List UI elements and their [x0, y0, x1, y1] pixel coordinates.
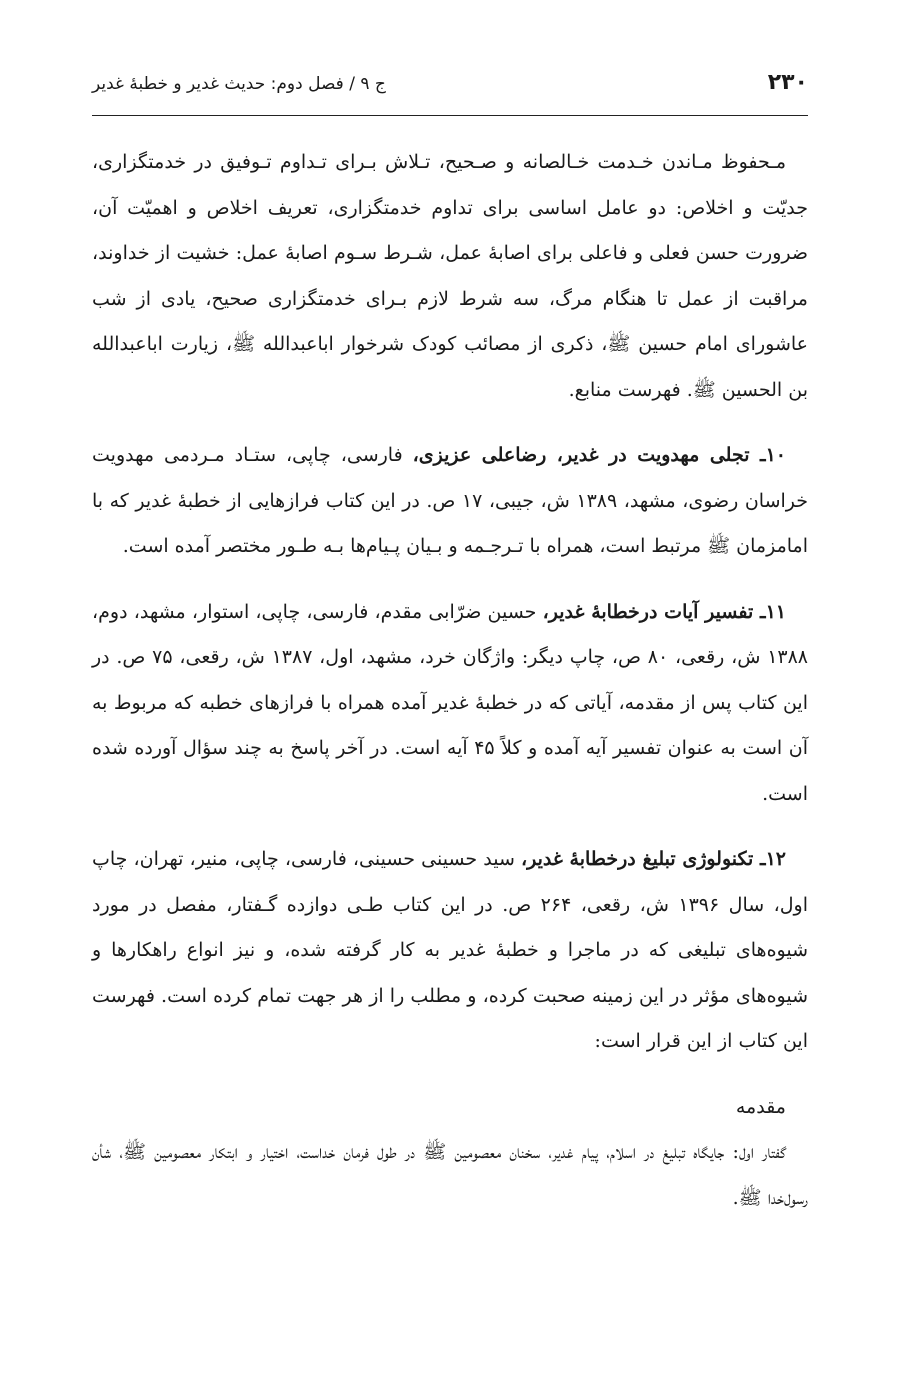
header-divider: [92, 115, 808, 116]
book-entry-10: [92, 433, 808, 570]
book-entry-11-title: ۱۱ـ تفسیر آیات درخطابهٔ غدیر،: [542, 600, 786, 623]
book-entry-11: [92, 590, 808, 818]
section-label-introduction: مقدمه: [735, 1095, 786, 1118]
paragraph-contents-list: مـحفوظ مـاندن خـدمت خـالصانه و صـحیح، تـلاش بـرای تـداوم تـوفیق در خدمتگزاری، جدیّت و اخلاص: دو عامل اساسی برای تداوم خدمتگزاری، تعریف اخلاص و اهمیّت آن، ضرورت حسن فعلی و فاعلی برای اصابهٔ عمل، شـرط سـوم اصابهٔ عمل: خشیت از خداوند، مراقبت از عمل تا هنگام مرگ، سه شرط لازم بـرای خدمتگزاری صحیح، یادی از شب عاشورای امام حسین ﷺ، ذکری از مصائب کودک شرخوار اباعبدالله ﷺ، زیارت اباعبدالله بن الحسین ﷺ. فهرست منابع.: [92, 151, 808, 401]
book-entry-12: [92, 837, 808, 1065]
paragraph-chapter-one: گفتار اول: جایگاه تبلیغ در اسلام، پیام غدیر، سخنان معصومین ﷺ در طول فرمان خداست، اختیار و ابتکار معصومین ﷺ، شأن رسول‌خدا ﷺ.: [92, 1141, 808, 1209]
running-title: ج ۹ / فصل دوم: حدیث غدیر و خطبهٔ غدیر: [92, 74, 386, 94]
book-entry-12-title: ۱۲ـ تکنولوژی تبلیغ درخطابهٔ غدیر،: [521, 848, 786, 870]
book-entry-12-description: سید حسینی حسینی، فارسی، چاپی، منیر، تهران، چاپ اول، سال ۱۳۹۶ ش، رقعی، ۲۶۴ ص. در این کتاب طـی دوازده گـفتار، مفصل در مورد شیوه‌های تبلیغی که در ماجرا و خطبهٔ غدیر به کار گرفته شده، و نیز انواع راهکارها و شیوه‌های مؤثر در این زمینه صحبت کرده، و مطلب را از هر جهت تمام کرده است. فهرست این کتاب از این قرار است:: [92, 848, 808, 1052]
page-header: [92, 66, 808, 106]
book-entry-10-title: ۱۰ـ تجلی مهدویت در غدیر، رضاعلی عزیزی،: [412, 444, 787, 466]
page-body: [92, 140, 808, 1221]
book-entry-11-description: حسین ضرّابی مقدم، فارسی، چاپی، استوار، مشهد، دوم، ۱۳۸۸ ش، رقعی، ۸۰ ص، چاپ دیگر: واژگان خرد، مشهد، اول، ۱۳۸۷ ش، رقعی، ۷۵ ص. در این کتاب پس از مقدمه، آیاتی که در خطبهٔ غدیر آمده همراه با فرازهای خطبه که مربوط به آن است به عنوان تفسیر آیه آمده و کلاً ۴۵ آیه است. در آخر پاسخ به چند سؤال آورده شده است.: [92, 600, 809, 805]
book-entry-10-description: فارسی، چاپی، ستـاد مـردمی مهدویت خراسان رضوی، مشهد، ۱۳۸۹ ش، جیبی، ۱۷ ص. در این کتاب فرازهایی از خطبهٔ غدیر که با امامزمان ﷺ مرتبط است، همراه با تـرجـمه و بـیان پـیام‌ها بـه طـور مختصر آمده است.: [92, 444, 809, 557]
page-number: ۲۳۰: [767, 70, 808, 95]
